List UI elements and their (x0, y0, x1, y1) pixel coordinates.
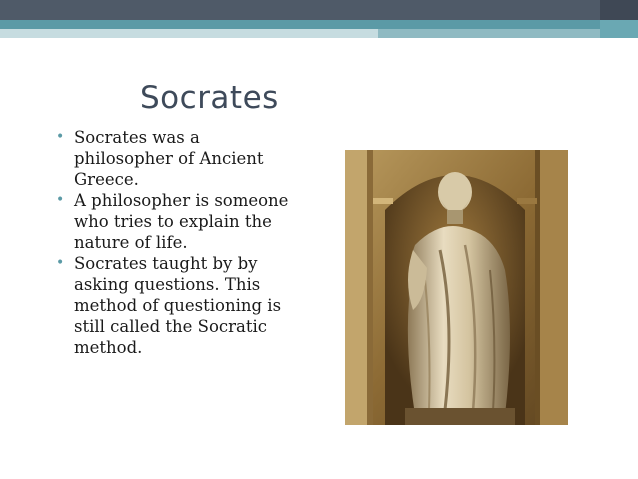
bullet-list (54, 127, 294, 358)
socrates-statue-image (345, 150, 568, 425)
bullet-item (54, 253, 294, 358)
bullet-text: A philosopher is someone who tries to explain the nature of life. (74, 191, 289, 252)
bullet-text: Socrates taught by by asking questions. This method of questioning is still called the Socratic method. (74, 254, 282, 357)
top-bar-dark-segment (600, 0, 638, 20)
bullet-item (54, 190, 294, 253)
bullet-marker: • (56, 255, 65, 271)
top-bar-mid-segment (600, 20, 638, 38)
top-bar-teal (0, 20, 638, 29)
bullet-item (54, 127, 294, 190)
bullet-marker: • (56, 192, 65, 208)
bullet-text: Socrates was a philosopher of Ancient Greece. (74, 128, 264, 189)
bullet-marker: • (56, 129, 65, 145)
top-bar-dark (0, 0, 638, 20)
slide-title: Socrates (140, 80, 279, 116)
top-bar-teal-segment (378, 29, 618, 38)
